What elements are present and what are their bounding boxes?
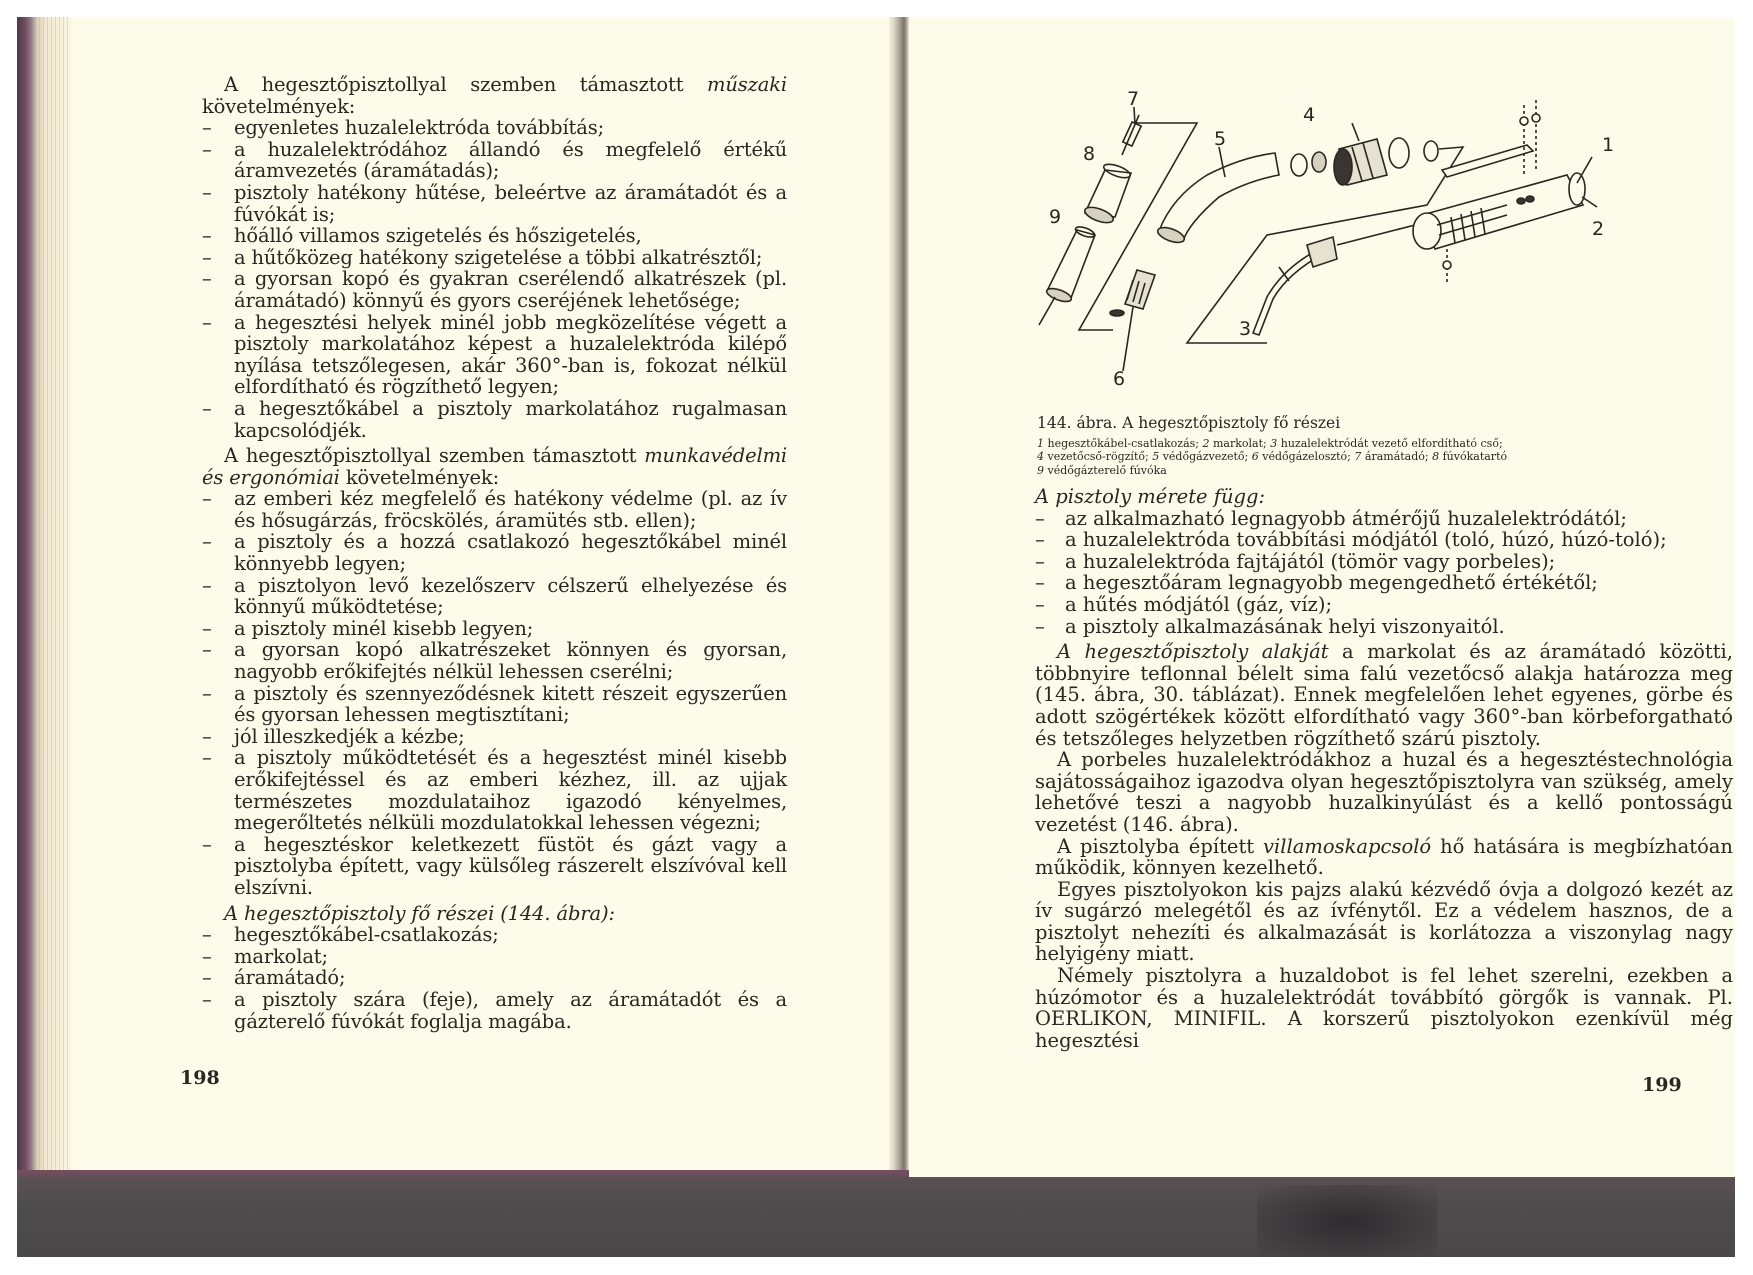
shape-paragraph: A hegesztőpisztoly alakját a markolat és az áramátadó közötti, többnyire teflonnal bélelt sima falú vezetőcső alakja határozza meg (145. ábra, 30. táblázat). Ennek megfelelően lehet egyenes, görbe és adott szögértékek között elfordítható vagy 360°-ban körbeforgatható és tetszőleges helyzetben rögzíthető szárú pisztoly. (1035, 640, 1733, 750)
list-item-text: a pisztoly és szennyeződésnek kitett részeit egyszerűen és gyorsan lehessen megtisztítani; (234, 681, 787, 727)
page-edges (17, 17, 72, 1170)
leader-4 (1352, 123, 1359, 141)
list-dash: – (202, 987, 212, 1011)
size-factor-item (1035, 529, 1733, 551)
size-factor-item (1035, 594, 1733, 616)
legend-number: 7 (1354, 450, 1362, 464)
main-part-item (202, 946, 787, 968)
list-dash: – (202, 638, 212, 662)
list-item-text: egyenletes huzalelektróda továbbítás; (234, 116, 604, 140)
safety-requirement-item (202, 747, 787, 833)
list-item-text: a gyorsan kopó alkatrészeket könnyen és gyorsan, nagyobb erőkifejtés nélkül lehessen cserélni; (234, 638, 787, 684)
parts-heading: A hegesztőpisztoly fő részei (144. ábra): (224, 901, 615, 925)
list-item-text: hegesztőkábel-csatlakozás; (234, 923, 499, 947)
technical-requirement-item (202, 398, 787, 441)
legend-text: védőgázterelő fúvóka (1047, 463, 1167, 477)
safety-requirement-item (202, 834, 787, 899)
list-item-text: a hűtőközeg hatékony szigetelése a többi alkatrésztől; (234, 245, 763, 269)
safety-requirement-item (202, 618, 787, 640)
part-6-gas-distributor (1110, 270, 1155, 371)
list-item-text: a pisztolyon levő kezelőszerv célszerű elhelyezése és könnyű működtetése; (234, 573, 787, 619)
part-5-gas-guide (1156, 153, 1279, 245)
washer (1312, 152, 1326, 172)
size-factor-item (1035, 551, 1733, 573)
safety-requirement-item (202, 683, 787, 726)
list-dash: – (202, 616, 212, 640)
technical-requirement-item (202, 225, 787, 247)
list-item-text: pisztoly hatékony hűtése, beleértve az áramátadót és a fúvókát is; (234, 180, 787, 226)
list-item-text: a hűtés módjától (gáz, víz); (1065, 592, 1333, 616)
switch-paragraph: A pisztolyba épített villamoskapcsoló hő hatására is megbízhatóan működik, könnyen kezelhető. (1035, 834, 1733, 880)
list-item-text: az alkalmazható legnagyobb átmérőjű huzalelektródától; (1065, 506, 1627, 530)
legend-text: hegesztőkábel-csatlakozás; (1047, 437, 1199, 450)
figure-caption (1037, 413, 1737, 477)
size-factor-item (1035, 572, 1733, 594)
leader-1 (1577, 157, 1592, 183)
right-page-text (1035, 486, 1733, 1051)
figure-label-5: 5 (1214, 128, 1227, 150)
size-factor-item (1035, 508, 1733, 530)
list-dash: – (1035, 592, 1045, 616)
list-item-text: a huzalelektróda fajtájától (tömör vagy porbeles); (1065, 549, 1556, 573)
wire-spool-paragraph: Némely pisztolyra a huzaldobot is fel lehet szerelni, ezekben a húzómotor és a huzalelektródát továbbító görgők is vannak. Pl. OERLIKON, MINIFIL. A korszerű pisztolyokon ezenkívül még hegesztési (1035, 964, 1733, 1052)
legend-number: 2 (1202, 437, 1210, 450)
figure-144-welding-gun-exploded (1027, 85, 1717, 390)
list-dash: – (202, 746, 212, 770)
list-dash: – (1035, 571, 1045, 595)
list-item-text: az emberi kéz megfelelő és hatékony védelme (pl. az ív és hősugárzás, fröcskölés, áramütés stb. ellen); (234, 487, 787, 532)
technical-requirement-item (202, 268, 787, 311)
list-dash: – (202, 832, 212, 856)
list-dash: – (202, 224, 212, 248)
list-item-text: a huzalelektróda továbbítási módjától (toló, húzó, húzó-toló); (1065, 528, 1667, 552)
safety-requirement-item (202, 575, 787, 618)
safety-requirements-intro: A hegesztőpisztollyal szemben támasztott munkavédelmi és ergonómiai követelmények: (202, 444, 787, 489)
list-dash: – (1035, 528, 1045, 552)
page-number-right: 199 (1642, 1074, 1682, 1096)
figure-legend (1037, 437, 1737, 477)
list-dash: – (1035, 614, 1045, 638)
list-item-text: a gyorsan kopó és gyakran cserélendő alkatrészek (pl. áramátadó) könnyű és gyors cseréjének lehetősége; (234, 267, 787, 312)
list-item-text: a hegesztési helyek minél jobb megközelítése végett a pisztoly markolatához képest a huzalelektróda kilépő nyílása tetszőlegesen, akár 360°-ban is, fokozat nélkül elfordítható és rögzíthető legyen; (234, 310, 787, 399)
list-item-text: a pisztoly szára (feje), amely az áramátadót és a gázterelő fúvókát foglalja magába. (234, 987, 787, 1033)
technical-requirement-item (202, 312, 787, 398)
list-item-text: áramátadó; (234, 966, 346, 990)
list-dash: – (202, 245, 212, 269)
part-7-contact-tip (1122, 115, 1141, 155)
list-item-text: a pisztoly alkalmazásának helyi viszonyaitól. (1065, 614, 1505, 638)
technical-requirement-item (202, 247, 787, 269)
page-number-left: 198 (180, 1067, 220, 1089)
o-ring (1291, 154, 1307, 176)
part-4-tube-clamp (1334, 138, 1438, 185)
safety-requirement-item (202, 488, 787, 531)
figure-label-2: 2 (1592, 218, 1605, 240)
legend-text: fúvókatartó (1442, 450, 1508, 464)
list-dash: – (202, 310, 212, 334)
list-dash: – (202, 396, 212, 420)
left-page-text (202, 74, 787, 1032)
main-part-item (202, 924, 787, 946)
technical-requirements-intro: A hegesztőpisztollyal szemben támasztott műszaki követelmények: (202, 73, 787, 118)
figure-label-9: 9 (1049, 206, 1062, 228)
list-dash: – (202, 944, 212, 968)
legend-number: 4 (1037, 450, 1044, 464)
list-item-text: jól illeszkedjék a kézbe; (234, 724, 465, 748)
safety-requirements-list (202, 488, 787, 898)
size-factors-list (1035, 508, 1733, 638)
list-item-text: markolat; (234, 944, 328, 968)
list-item-text: hőálló villamos szigetelés és hőszigetelés, (234, 224, 642, 248)
legend-number: 6 (1251, 450, 1259, 464)
figure-label-6: 6 (1113, 368, 1126, 390)
list-dash: – (202, 681, 212, 705)
safety-requirement-item (202, 639, 787, 682)
technical-requirements-list (202, 117, 787, 441)
list-item-text: a hegesztéskor keletkezett füstöt és gázt vagy a pisztolyba épített, vagy külsőleg rászerelt elszívóval kell elszívni. (234, 832, 787, 899)
list-dash: – (202, 180, 212, 204)
legend-number: 3 (1270, 437, 1278, 450)
legend-text: védőgázvezető; (1162, 450, 1249, 464)
legend-number: 8 (1432, 450, 1440, 464)
list-dash: – (202, 724, 212, 748)
list-dash: – (202, 966, 212, 990)
legend-number: 5 (1152, 450, 1160, 464)
list-item-text: a hegesztőáram legnagyobb megengedhető értékétől; (1065, 571, 1598, 595)
flux-cored-paragraph: A porbeles huzalelektródákhoz a huzal és a hegesztéstechnológia sajátosságaihoz igazodva olyan hegesztőpisztolyra van szükség, amely lehetővé teszi a nagyobb huzalkinyúlást és a kellő pontosságú vezetést (146. ábra). (1035, 748, 1733, 836)
technical-requirement-item (202, 182, 787, 225)
figure-label-1: 1 (1602, 134, 1615, 156)
main-parts-list (202, 924, 787, 1032)
safety-requirement-item (202, 531, 787, 574)
legend-number: 9 (1037, 463, 1044, 477)
legend-text: vezetőcső-rögzítő; (1047, 450, 1149, 464)
list-dash: – (1035, 549, 1045, 573)
list-dash: – (202, 137, 212, 161)
list-item-text: a huzalelektródához állandó és megfelelő értékű áramvezetés (áramátadás); (234, 137, 787, 183)
size-heading: A pisztoly mérete függ: (1035, 485, 1266, 508)
legend-number: 1 (1037, 437, 1044, 450)
book-spine (889, 17, 909, 1170)
list-item-text: a hegesztőkábel a pisztoly markolatához rugalmasan kapcsolódjék. (234, 396, 787, 442)
list-dash: – (202, 923, 212, 947)
technical-requirement-item (202, 117, 787, 139)
exploded-diagram (1027, 85, 1717, 390)
figure-caption-title: 144. ábra. A hegesztőpisztoly fő részei (1037, 414, 1341, 432)
list-dash: – (202, 116, 212, 140)
legend-text: védőgázelosztó; (1262, 450, 1351, 464)
main-part-item (202, 967, 787, 989)
legend-text: huzalelektródát vezető elfordítható cső; (1280, 437, 1503, 450)
list-dash: – (1035, 506, 1045, 530)
legend-text: áramátadó; (1364, 450, 1429, 464)
list-dash: – (202, 573, 212, 597)
book-cover-edge (17, 1165, 1735, 1257)
hand-shield-paragraph: Egyes pisztolyokon kis pajzs alakú kézvédő óvja a dolgozó kezét az ív sugárzó melegétől és az ívfénytől. Ez a védelem hasznos, de a pisztolyt nehezíti és alkalmazását is korlátozza a viszonylag nagy helyigény miatt. (1035, 877, 1733, 966)
size-factor-item (1035, 616, 1733, 638)
part-9-gas-nozzle (1039, 225, 1096, 325)
figure-label-3: 3 (1239, 318, 1252, 340)
list-dash: – (202, 267, 212, 291)
figure-label-8: 8 (1083, 143, 1096, 165)
leader-2 (1582, 197, 1597, 207)
legend-text: markolat; (1213, 437, 1267, 450)
list-item-text: a pisztoly működtetését és a hegesztést minél kisebb erőkifejtéssel és az emberi kézhez, ill. az ujjak természetes mozdulataihoz igazodó kényelmes, megerőltetés nélküli mozdulatokkal lehessen végezni; (234, 746, 787, 835)
list-item-text: a pisztoly és a hozzá csatlakozó hegesztőkábel minél könnyebb legyen; (234, 530, 787, 576)
figure-label-7: 7 (1127, 88, 1140, 110)
safety-requirement-item (202, 726, 787, 748)
part-1-cable-connection (1569, 173, 1585, 205)
list-dash: – (202, 530, 212, 554)
figure-label-4: 4 (1303, 104, 1316, 126)
list-item-text: a pisztoly minél kisebb legyen; (234, 616, 534, 640)
technical-requirement-item (202, 139, 787, 182)
list-dash: – (202, 487, 212, 511)
part-8-nozzle-holder (1083, 162, 1132, 226)
open-book (17, 17, 1735, 1257)
main-part-item (202, 989, 787, 1032)
part-3-wire-guide-tube (1253, 225, 1415, 335)
